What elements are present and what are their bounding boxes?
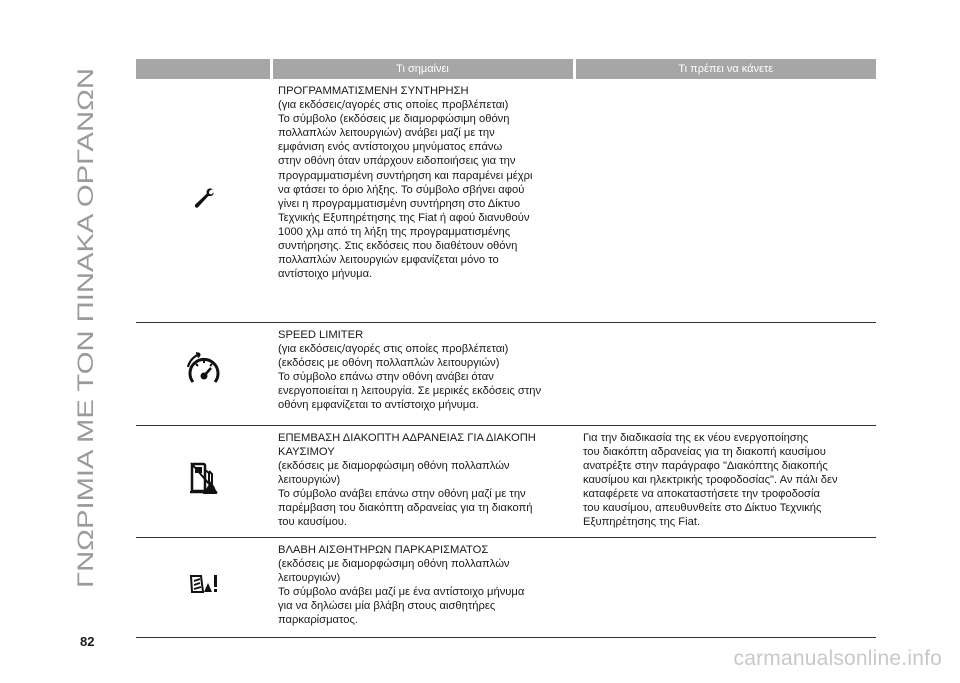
watermark: carmanualsonline.info xyxy=(733,647,942,670)
meaning-cell: ΕΠΕΜΒΑΣΗ ΔΙΑΚΟΠΤΗ ΑΔΡΑΝΕΙΑΣ ΓΙΑ ΔΙΑΚΟΠΗ ΚΑΥΣΙΜΟΥ (εκδόσεις με διαμορφώσιμη οθόνη πολλαπλών λειτουργιών) Το σύμβολο ανάβει επάνω στην οθόνη μαζί με την παρέμβαση του διακόπτη αδρανείας για τη διακοπή του καυσίμου. xyxy=(271,425,574,537)
action-cell xyxy=(574,322,876,425)
icon-cell xyxy=(136,322,271,425)
icon-cell xyxy=(136,79,271,322)
action-cell xyxy=(574,79,876,322)
fuel-cutoff-icon xyxy=(189,461,219,499)
action-cell: Για την διαδικασία της εκ νέου ενεργοποίησης του διακόπτη αδρανείας για τη διακοπή καυσίμου ανατρέξτε στην παράγραφο "Διακόπτης διακοπής καυσίμου και ηλεκτρικής τροφοδοσίας". Αν πάλι δεν καταφέρετε να αποκαταστήσετε την τροφοδοσία του καυσίμου, απευθυνθείτε στο Δίκτυο Τεχνικής Εξυπηρέτησης της Fiat. xyxy=(574,425,876,537)
icon-column-header xyxy=(136,59,271,79)
side-title xyxy=(62,40,106,590)
table-row xyxy=(136,322,876,425)
action-column-header: Τι πρέπει να κάνετε xyxy=(574,59,876,79)
wrench-icon xyxy=(192,186,216,214)
warning-lights-table xyxy=(136,59,876,638)
speed-limiter-icon xyxy=(184,351,224,395)
action-cell xyxy=(574,537,876,637)
icon-cell xyxy=(136,537,271,637)
meaning-column-header: Τι σημαίνει xyxy=(271,59,574,79)
table-row xyxy=(136,425,876,537)
table-row xyxy=(136,79,876,322)
meaning-cell: ΒΛΑΒΗ ΑΙΣΘΗΤΗΡΩΝ ΠΑΡΚΑΡΙΣΜΑΤΟΣ (εκδόσεις με διαμορφώσιμη οθόνη πολλαπλών λειτουργιών) Το σύμβολο ανάβει μαζί με ένα αντίστοιχο μήνυμα για να δηλώσει μία βλάβη στους αισθητήρες παρκαρίσματος. xyxy=(271,537,574,637)
parking-sensor-fault-icon xyxy=(189,573,219,599)
meaning-cell: ΠΡΟΓΡΑΜΜΑΤΙΣΜΕΝΗ ΣΥΝΤΗΡΗΣΗ (για εκδόσεις/αγορές στις οποίες προβλέπεται) Το σύμβολο (εκδόσεις με διαμορφώσιμη οθόνη πολλαπλών λειτουργιών) ανάβει μαζί με την εμφάνιση ενός αντίστοιχου μηνύματος επάνω στην οθόνη όταν υπάρχουν ειδοποιήσεις για την προγραμματισμένη συντήρηση και παραμένει μέχρι να φτάσει το όριο λήξης. Το σύμβολο σβήνει αφού γίνει η προγραμματισμένη συντήρηση στο Δίκτυο Τεχνικής Εξυπηρέτησης της Fiat ή αφού διανυθούν 1000 χλμ από τη λήξη της προγραμματισμένης συντήρησης. Στις εκδόσεις που διαθέτουν οθόνη πολλαπλών λειτουργιών εμφανίζεται μόνο το αντίστοιχο μήνυμα. xyxy=(271,79,574,322)
page-number: 82 xyxy=(80,634,95,649)
meaning-cell: SPEED LIMITER (για εκδόσεις/αγορές στις οποίες προβλέπεται) (εκδόσεις με οθόνη πολλαπλών λειτουργιών) Το σύμβολο επάνω στην οθόνη ανάβει όταν ενεργοποιείται η λειτουργία. Σε μερικές εκδόσεις στην οθόνη εμφανίζεται το αντίστοιχο μήνυμα. xyxy=(271,322,574,425)
icon-cell xyxy=(136,425,271,537)
side-title-text: ΓΝΩΡΙΜΙΑ ΜΕ ΤΟΝ ΠΙΝΑΚΑ ΟΡΓΑΝΩΝ xyxy=(73,196,98,588)
table-row xyxy=(136,537,876,637)
